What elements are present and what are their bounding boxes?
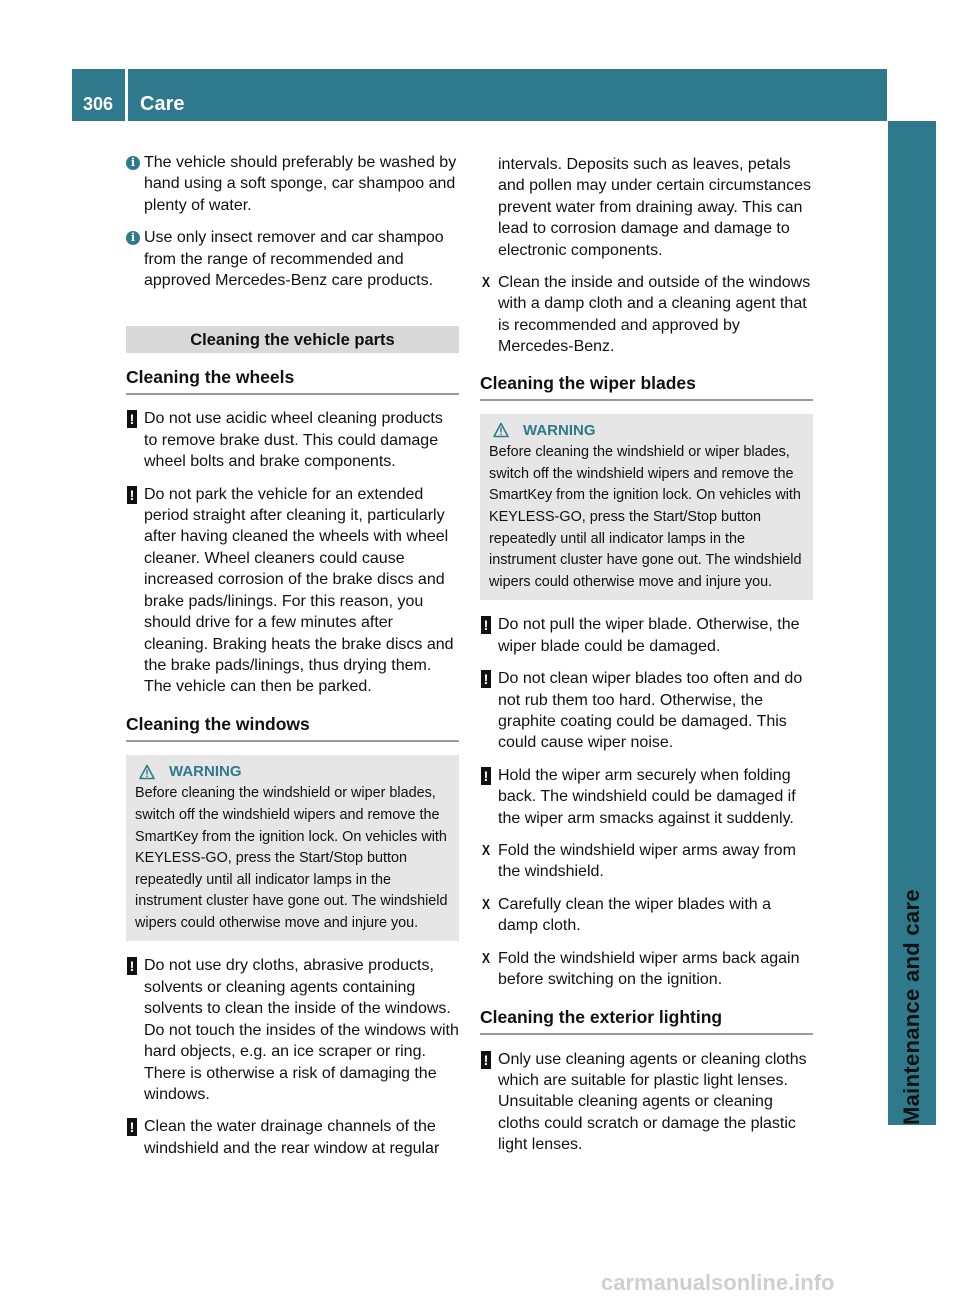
- caution-text: Do not pull the wiper blade. Otherwise, the wiper blade could be damaged.: [498, 616, 800, 655]
- step-text: Fold the windshield wiper arms back again before switching on the ignition.: [498, 949, 800, 989]
- caution-note: [480, 668, 813, 754]
- subsection-heading: Cleaning the wheels: [126, 365, 459, 395]
- watermark: carmanualsonline.info: [601, 1270, 835, 1295]
- caution-note: [126, 955, 459, 1105]
- info-note: [126, 152, 459, 216]
- subsection-heading: Cleaning the windows: [126, 712, 459, 742]
- instruction-step: [480, 948, 813, 991]
- warning-text: Before cleaning the windshield or wiper blades, switch off the windshield wipers and remove the SmartKey from the ignition lock. On vehicles with KEYLESS-GO, press the Start/Stop button repeatedly until all indicator lamps in the instrument cluster have gone out. The windshield wipers could otherwise move and injure you.: [489, 444, 802, 590]
- warning-box: [126, 755, 459, 942]
- caution-text: Do not use dry cloths, abrasive products, solvents or cleaning agents containing solvents to clean the inside of the windows. Do not touch the insides of the windows with hard objects, e.g. an ice scraper or ring. There is otherwise a risk of damaging the windows.: [144, 957, 459, 1103]
- caution-icon: !: [481, 1051, 491, 1069]
- instruction-step: [480, 272, 813, 358]
- step-text: Carefully clean the wiper blades with a damp cloth.: [498, 895, 772, 935]
- right-column: [480, 154, 813, 1167]
- warning-triangle-icon: [493, 422, 509, 438]
- caution-icon: !: [481, 767, 491, 785]
- subsection-heading: Cleaning the exterior lighting: [480, 1005, 813, 1035]
- caution-note-continued: [480, 154, 813, 261]
- step-marker-icon: X: [482, 274, 491, 292]
- caution-note: [480, 765, 813, 829]
- header-divider: [125, 69, 128, 121]
- warning-triangle-icon: [139, 764, 155, 780]
- step-marker-icon: X: [482, 842, 491, 860]
- warning-title: [135, 761, 453, 783]
- instruction-step: [480, 894, 813, 937]
- warning-title: [489, 420, 807, 442]
- caution-note: [126, 1116, 459, 1159]
- caution-note: [480, 614, 813, 657]
- caution-icon: !: [127, 957, 137, 975]
- left-column: [126, 152, 459, 1170]
- info-icon: i: [126, 156, 140, 170]
- info-text: Use only insect remover and car shampoo from the range of recommended and approved Mercedes-Benz care products.: [144, 229, 444, 290]
- caution-note: [126, 484, 459, 698]
- info-note: [126, 227, 459, 291]
- caution-icon: !: [481, 616, 491, 634]
- step-marker-icon: X: [482, 895, 491, 913]
- step-text: Clean the inside and outside of the windows with a damp cloth and a cleaning agent that is recommended and approved by Mercedes-Benz.: [498, 274, 811, 356]
- caution-icon: !: [481, 670, 491, 688]
- caution-text: Only use cleaning agents or cleaning cloths which are suitable for plastic light lenses. Unsuitable cleaning agents or cleaning cloths could scratch or damage the plastic light lenses.: [498, 1050, 807, 1154]
- caution-text: intervals. Deposits such as leaves, petals and pollen may under certain circumstances prevent water from draining away. This can lead to corrosion damage and damage to electronic components.: [498, 156, 812, 259]
- warning-label: WARNING: [169, 762, 242, 780]
- step-text: Fold the windshield wiper arms away from the windshield.: [498, 842, 796, 881]
- caution-icon: !: [127, 486, 137, 504]
- warning-text: Before cleaning the windshield or wiper blades, switch off the windshield wipers and remove the SmartKey from the ignition lock. On vehicles with KEYLESS-GO, press the Start/Stop button repeatedly until all indicator lamps in the instrument cluster have gone out. The windshield wipers could otherwise move and injure you.: [135, 785, 448, 931]
- warning-label: WARNING: [523, 421, 596, 439]
- section-title: Care: [140, 93, 185, 115]
- step-marker-icon: X: [482, 949, 491, 967]
- header-bar: [72, 69, 887, 121]
- instruction-step: [480, 840, 813, 883]
- warning-box: [480, 414, 813, 601]
- subsection-heading: Cleaning the wiper blades: [480, 371, 813, 401]
- section-heading: Cleaning the vehicle parts: [126, 326, 459, 353]
- caution-text: Do not use acidic wheel cleaning products to remove brake dust. This could damage wheel bolts and brake components.: [144, 410, 443, 471]
- caution-note: [126, 408, 459, 472]
- caution-note: [480, 1049, 813, 1156]
- side-tab-label: Maintenance and care: [899, 889, 924, 1125]
- page-number: 306: [82, 94, 114, 114]
- info-icon: i: [126, 231, 140, 245]
- caution-icon: !: [127, 410, 137, 428]
- caution-icon: !: [127, 1118, 137, 1136]
- caution-text: Do not clean wiper blades too often and do not rub them too hard. Otherwise, the graphite coating could be damaged. This could cause wiper noise.: [498, 670, 803, 752]
- caution-text: Hold the wiper arm securely when folding back. The windshield could be damaged if the wiper arm smacks against it suddenly.: [498, 766, 796, 827]
- caution-text: Clean the water drainage channels of the windshield and the rear window at regular: [144, 1118, 440, 1157]
- info-text: The vehicle should preferably be washed by hand using a soft sponge, car shampoo and plenty of water.: [144, 154, 457, 214]
- caution-text: Do not park the vehicle for an extended period straight after cleaning it, particularly after having cleaned the wheels with wheel cleaner. Wheel cleaners could cause increased corrosion of the brake discs and brake pads/linings. For this reason, you should drive for a few minutes after cleaning. Braking heats the brake discs and the brake pads/linings, thus drying them. The vehicle can then be parked.: [144, 485, 454, 696]
